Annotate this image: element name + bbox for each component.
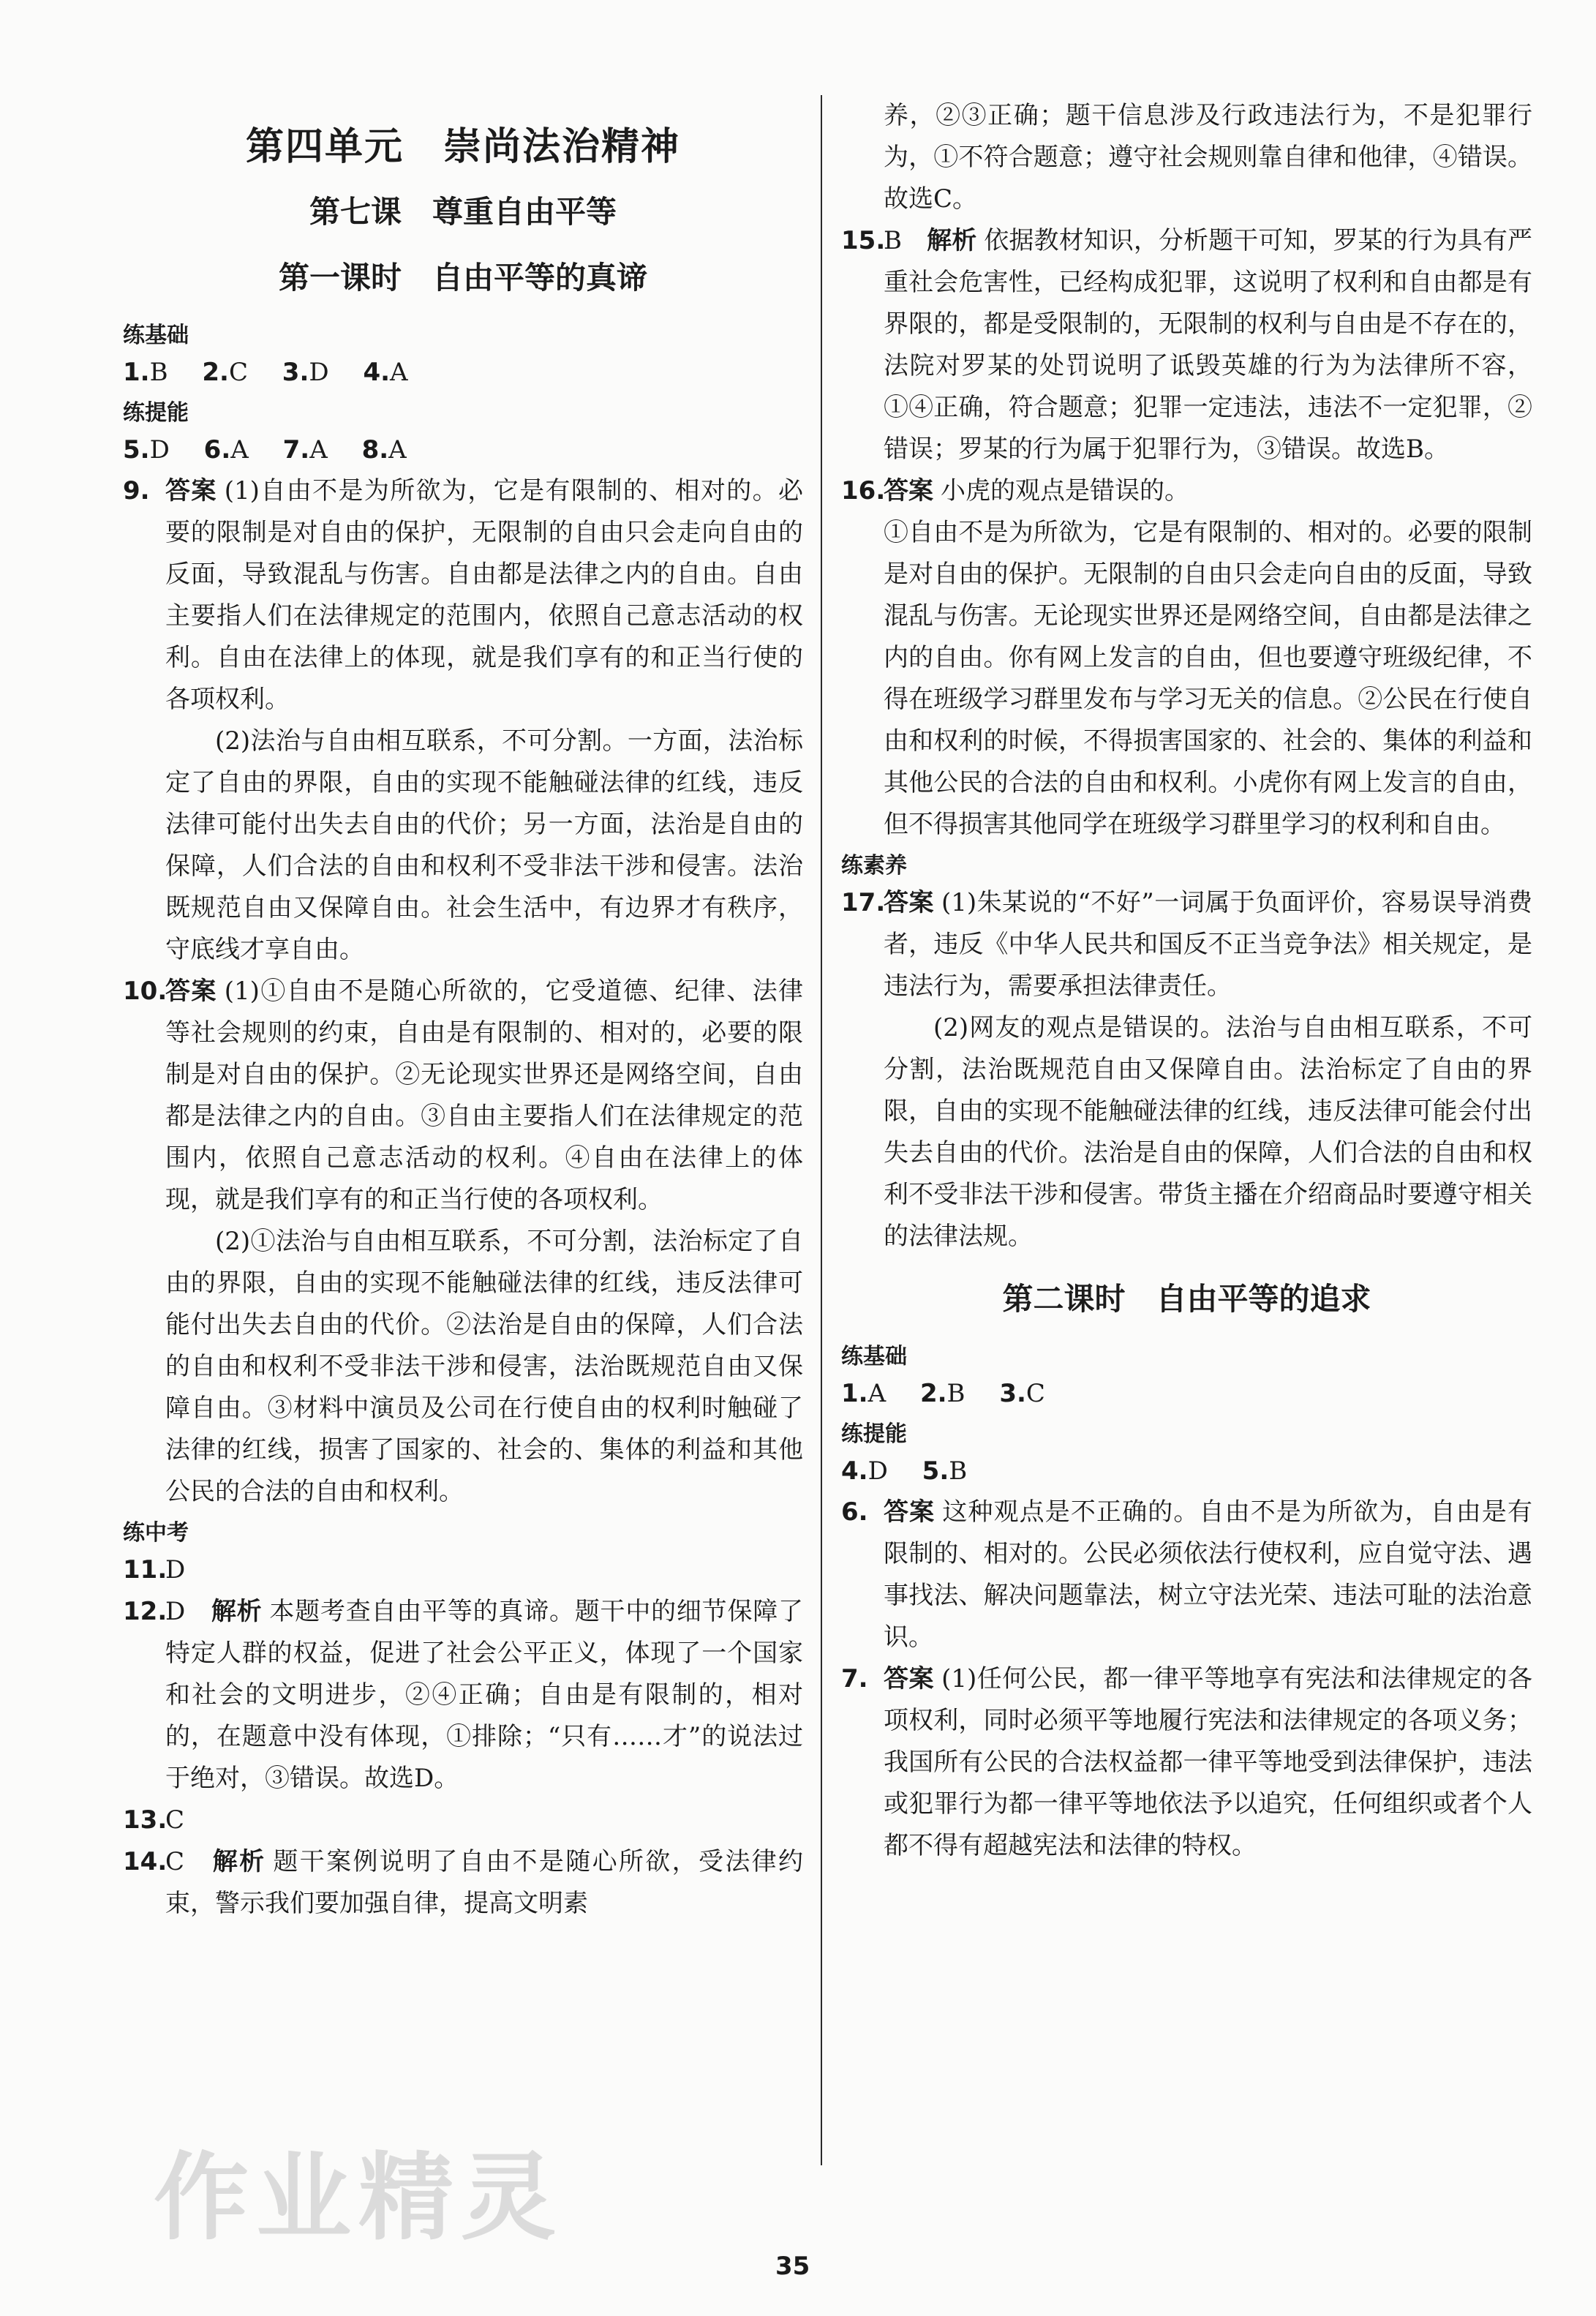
p2-question-6: 6. 答案 这种观点是不正确的。自由不是为所欲为，自由是有限制的、相对的。公民必须依法行使权利，应自觉守法、遇事找法、解决问题靠法，树立守法光荣、违法可耻的法治意识。 bbox=[841, 1497, 1532, 1652]
section-improve-2: 练提能 bbox=[841, 1421, 907, 1447]
section-improve: 练提能 bbox=[123, 400, 189, 426]
column-divider bbox=[821, 95, 822, 2165]
answer-item: 2.B bbox=[919, 1379, 965, 1408]
answer-item: 1.B bbox=[123, 358, 168, 387]
question-11: 11. D bbox=[123, 1555, 186, 1584]
q16-lead: 答案 小虎的观点是错误的。 bbox=[884, 476, 1189, 505]
answer-item: 3.C bbox=[999, 1379, 1045, 1408]
answer-item: 2.C bbox=[202, 358, 248, 387]
answer-row-improve-2 bbox=[841, 1451, 1532, 1492]
answer-item: 4.D bbox=[841, 1456, 888, 1486]
q10-part1: 答案 (1)①自由不是随心所欲的，它受道德、纪律、法律等社会规则的约束，自由是有限制的、相对的，必要的限制是对自由的保护。②无论现实世界还是网络空间，自由都是法律之内的自由。③自由主要指人们在法律规定的范围内，依照自己意志活动的权利。④自由在法律上的体现，就是我们享有的和正当行使的各项权利。 bbox=[165, 977, 804, 1214]
section-literacy: 练素养 bbox=[841, 853, 907, 879]
left-column bbox=[123, 95, 803, 1925]
q17-part2: (2)网友的观点是错误的。法治与自由相互联系，不可分割，法治既规范自由又保障自由。法治标定了自由的界限，自由的实现不能触碰法律的红线，违反法律可能会付出失去自由的代价。法治是自由的保障，人们合法的自由和权利不受非法干涉和侵害。带货主播在介绍商品时要遵守相关的法律法规。 bbox=[884, 1013, 1532, 1251]
question-10: 10. 答案 (1)①自由不是随心所欲的，它受道德、纪律、法律等社会规则的约束，自由是有限制的、相对的，必要的限制是对自由的保护。②无论现实世界还是网络空间，自由都是法律之内的自由。③自由主要指人们在法律规定的范围内，依照自己意志活动的权利。④自由在法律上的体现，就是我们享有的和正当行使的各项权利。 (2)①法治与自由相互联系，不可分割，法治标定了自由的界限，自由的实现不能触碰法律的红线，违反法律可能付出失去自由的代价。②法治是自由的保障，人们合法的自由和权利不受非法干涉和侵害，法治既规范自由又保障自由。③材料中演员及公司在行使自由的权利时触碰了法律的红线，损害了国家的、社会的、集体的利益和其他公民的合法的自由和权利。 bbox=[123, 971, 803, 1513]
answer-item: 7.A bbox=[282, 435, 328, 465]
watermark: 作业精灵 bbox=[154, 2142, 564, 2253]
question-14: 14. C 解析 题干案例说明了自由不是随心所欲，受法律约束，警示我们要加强自律，提高文明素 bbox=[123, 1847, 804, 1918]
question-14-continued: 养，②③正确；题干信息涉及行政违法行为，不是犯罪行为，①不符合题意；遵守社会规则靠自律和他律，④错误。故选C。 bbox=[884, 101, 1532, 214]
right-column bbox=[841, 95, 1532, 1867]
unit-title: 第四单元 崇尚法治精神 bbox=[245, 125, 680, 169]
section-exam: 练中考 bbox=[123, 1520, 189, 1546]
question-9: 9. 答案 (1)自由不是为所欲为，它是有限制的、相对的。必要的限制是对自由的保护，无限制的自由只会走向自由的反面，导致混乱与伤害。自由都是法律之内的自由。自由主要指人们在法律规定的范围内，依照自己意志活动的权利。自由在法律上的体现，就是我们享有的和正当行使的各项权利。 (2)法治与自由相互联系，不可分割。一方面，法治标定了自由的界限，自由的实现不能触碰法律的红线，违反法律可能付出失去自由的代价；另一方面，法治是自由的保障，人们合法的自由和权利不受非法干涉和侵害。法治既规范自由又保障自由。社会生活中，有边界才有秩序，守底线才享自由。 bbox=[123, 470, 803, 971]
lesson-title: 第七课 尊重自由平等 bbox=[309, 194, 617, 230]
p2-question-7: 7. 答案 (1)任何公民，都一律平等地享有宪法和法律规定的各项权利，同时必须平等地履行宪法和法律规定的各项义务；我国所有公民的合法权益都一律平等地受到法律保护，违法或犯罪行为都一律平等地依法予以追究，任何组织或者个人都不得有超越宪法和法律的特权。 bbox=[841, 1664, 1532, 1860]
section-basic-2: 练基础 bbox=[841, 1344, 907, 1369]
answer-row-basic bbox=[123, 352, 803, 393]
period2-title: 第二课时 自由平等的追求 bbox=[1002, 1281, 1371, 1317]
section-basic: 练基础 bbox=[123, 323, 189, 348]
answer-item: 8.A bbox=[361, 435, 407, 465]
q16-body: ①自由不是为所欲为，它是有限制的、相对的。必要的限制是对自由的保护。无限制的自由只会走向自由的反面，导致混乱与伤害。无论现实世界还是网络空间，自由都是法律之内的自由。你有网上发言的自由，但也要遵守班级纪律，不得在班级学习群里发布与学习无关的信息。②公民在行使自由和权利的时候，不得损害国家的、社会的、集体的利益和其他公民的合法的自由和权利。小虎你有网上发言的自由，但不得损害其他同学在班级学习群里学习的权利和自由。 bbox=[884, 518, 1532, 839]
answer-item: 1.A bbox=[841, 1379, 887, 1408]
answer-row-basic-2 bbox=[841, 1373, 1532, 1414]
q10-part2: (2)①法治与自由相互联系，不可分割，法治标定了自由的界限，自由的实现不能触碰法律的红线，违反法律可能付出失去自由的代价。②法治是自由的保障，人们合法的自由和权利不受非法干涉和侵害，法治既规范自由又保障自由。③材料中演员及公司在行使自由的权利时触碰了法律的红线，损害了国家的、社会的、集体的利益和其他公民的合法的自由和权利。 bbox=[165, 1227, 803, 1506]
answer-item: 6.A bbox=[203, 435, 249, 465]
q17-part1: 答案 (1)朱某说的“不好”一词属于负面评价，容易误导消费者，违反《中华人民共和国反不正当竞争法》相关规定，是违法行为，需要承担法律责任。 bbox=[884, 888, 1532, 1001]
question-16: 16. 答案 小虎的观点是错误的。 ①自由不是为所欲为，它是有限制的、相对的。必要的限制是对自由的保护。无限制的自由只会走向自由的反面，导致混乱与伤害。无论现实世界还是网络空间，自由都是法律之内的自由。你有网上发言的自由，但也要遵守班级纪律，不得在班级学习群里发布与学习无关的信息。②公民在行使自由和权利的时候，不得损害国家的、社会的、集体的利益和其他公民的合法的自由和权利。小虎你有网上发言的自由，但不得损害其他同学在班级学习群里学习的权利和自由。 bbox=[841, 470, 1532, 846]
answer-item: 4.A bbox=[363, 358, 408, 387]
question-17: 17. 答案 (1)朱某说的“不好”一词属于负面评价，容易误导消费者，违反《中华人民共和国反不正当竞争法》相关规定，是违法行为，需要承担法律责任。 (2)网友的观点是错误的。法治与自由相互联系，不可分割，法治既规范自由又保障自由。法治标定了自由的界限，自由的实现不能触碰法律的红线，违反法律可能会付出失去自由的代价。法治是自由的保障，人们合法的自由和权利不受非法干涉和侵害。带货主播在介绍商品时要遵守相关的法律法规。 bbox=[841, 882, 1532, 1257]
answer-row-improve bbox=[123, 429, 803, 470]
period1-title: 第一课时 自由平等的真谛 bbox=[278, 260, 647, 296]
question-12: 12. D 解析 本题考查自由平等的真谛。题干中的细节保障了特定人群的权益，促进了社会公平正义，体现了一个国家和社会的文明进步，②④正确；自由是有限制的，相对的，在题意中没有体现，①排除；“只有……才”的说法过于绝对，③错误。故选D。 bbox=[123, 1597, 804, 1793]
page-number: 35 bbox=[775, 2252, 810, 2281]
q9-part2: (2)法治与自由相互联系，不可分割。一方面，法治标定了自由的界限，自由的实现不能触碰法律的红线，违反法律可能付出失去自由的代价；另一方面，法治是自由的保障，人们合法的自由和权利不受非法干涉和侵害。法治既规范自由又保障自由。社会生活中，有边界才有秩序，守底线才享自由。 bbox=[165, 726, 803, 964]
answer-item: 5.D bbox=[123, 435, 170, 465]
q9-part1: 答案 (1)自由不是为所欲为，它是有限制的、相对的。必要的限制是对自由的保护，无限制的自由只会走向自由的反面，导致混乱与伤害。自由都是法律之内的自由。自由主要指人们在法律规定的范围内，依照自己意志活动的权利。自由在法律上的体现，就是我们享有的和正当行使的各项权利。 bbox=[165, 476, 804, 714]
question-13: 13. C bbox=[123, 1805, 185, 1835]
answer-item: 5.B bbox=[922, 1456, 968, 1486]
answer-item: 3.D bbox=[282, 358, 329, 387]
question-15: 15. B 解析 依据教材知识，分析题干可知，罗某的行为具有严重社会危害性，已经构成犯罪，这说明了权利和自由都是有界限的，都是受限制的，无限制的权利与自由是不存在的，法院对罗某的处罚说明了诋毁英雄的行为为法律所不容，①④正确，符合题意；犯罪一定违法，违法不一定犯罪，②错误；罗某的行为属于犯罪行为，③错误。故选B。 bbox=[841, 226, 1533, 464]
